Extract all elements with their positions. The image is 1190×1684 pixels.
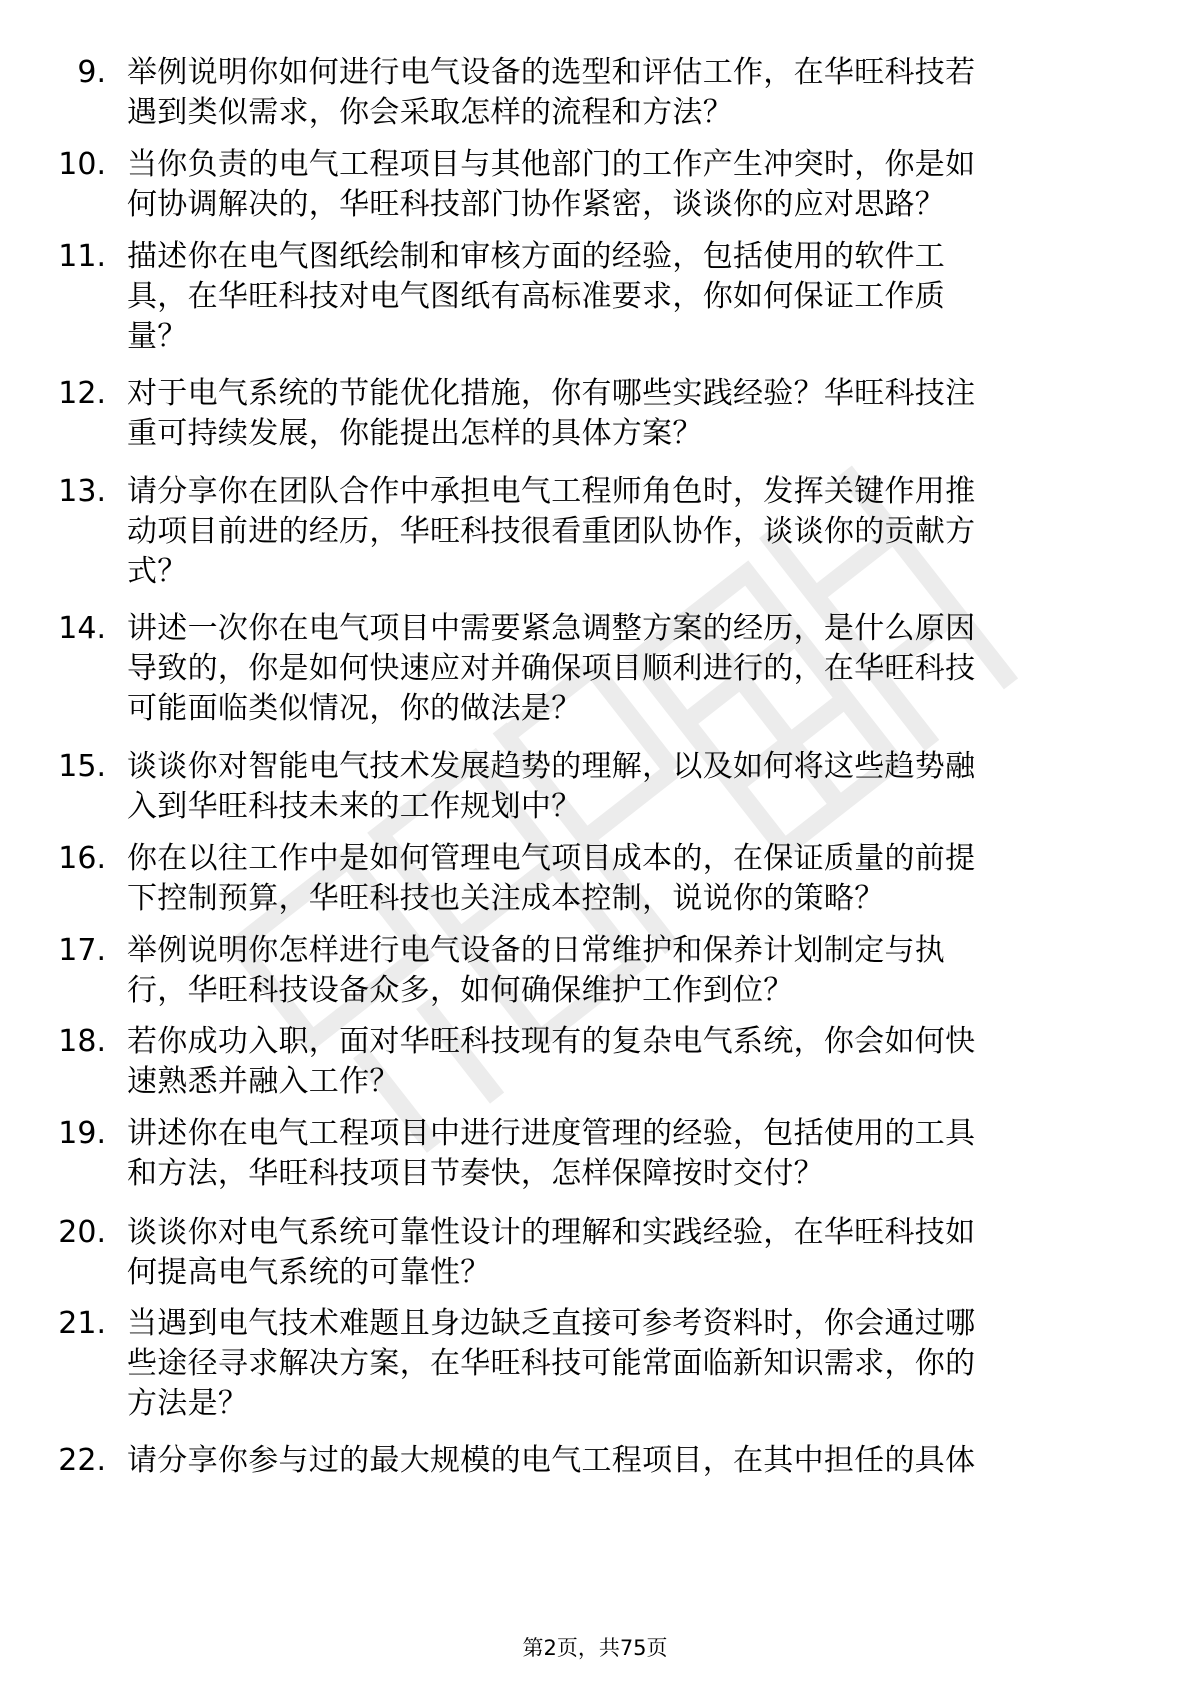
- question-line: 描述你在电气图纸绘制和审核方面的经验，包括使用的软件工: [127, 239, 946, 274]
- page-number: 第2页，共75页: [522, 1636, 668, 1660]
- question-line: 请分享你在团队合作中承担电气工程师角色时，发挥关键作用推: [127, 474, 976, 509]
- question-text: [127, 1441, 1117, 1481]
- question-line: 动项目前进的经历，华旺科技很看重团队协作，谈谈你的贡献方: [127, 514, 976, 549]
- question-number: 16.: [58, 841, 106, 876]
- question-text: [127, 609, 1117, 729]
- question-line: 讲述你在电气工程项目中进行进度管理的经验，包括使用的工具: [127, 1116, 976, 1151]
- question-line: 谈谈你对智能电气技术发展趋势的理解，以及如何将这些趋势融: [127, 749, 976, 784]
- question-line: 何提高电气系统的可靠性？: [127, 1255, 491, 1290]
- question-text: [127, 1213, 1117, 1293]
- question-number: 19.: [58, 1116, 106, 1151]
- question-line: 速熟悉并融入工作？: [127, 1064, 400, 1099]
- question-number: 20.: [58, 1215, 106, 1250]
- question-text: [127, 145, 1117, 225]
- question-line: 可能面临类似情况，你的做法是？: [127, 691, 582, 726]
- question-line: 请分享你参与过的最大规模的电气工程项目，在其中担任的具体: [127, 1443, 976, 1478]
- question-text: [127, 1022, 1117, 1102]
- question-line: 举例说明你怎样进行电气设备的日常维护和保养计划制定与执: [127, 933, 946, 968]
- question-text: [127, 374, 1117, 454]
- question-number: 10.: [58, 147, 106, 182]
- question-line: 谈谈你对电气系统可靠性设计的理解和实践经验，在华旺科技如: [127, 1215, 976, 1250]
- question-line: 和方法，华旺科技项目节奏快，怎样保障按时交付？: [127, 1156, 824, 1191]
- question-line: 举例说明你如何进行电气设备的选型和评估工作，在华旺科技若: [127, 55, 976, 90]
- question-text: [127, 53, 1117, 133]
- question-line: 你在以往工作中是如何管理电气项目成本的，在保证质量的前提: [127, 841, 976, 876]
- question-number: 12.: [58, 376, 106, 411]
- question-line: 导致的，你是如何快速应对并确保项目顺利进行的，在华旺科技: [127, 651, 976, 686]
- question-line: 式？: [127, 554, 188, 589]
- question-line: 量？: [127, 319, 188, 354]
- question-line: 若你成功入职，面对华旺科技现有的复杂电气系统，你会如何快: [127, 1024, 976, 1059]
- question-number: 21.: [58, 1306, 106, 1341]
- question-number: 14.: [58, 611, 106, 646]
- question-line: 具，在华旺科技对电气图纸有高标准要求，你如何保证工作质: [127, 279, 946, 314]
- question-number: 11.: [58, 239, 106, 274]
- question-number: 9.: [77, 55, 106, 90]
- question-text: [127, 237, 1117, 357]
- question-number: 15.: [58, 749, 106, 784]
- question-text: [127, 1114, 1117, 1194]
- question-text: [127, 1304, 1117, 1424]
- question-number: 18.: [58, 1024, 106, 1059]
- question-number: 17.: [58, 933, 106, 968]
- question-line: 行，华旺科技设备众多，如何确保维护工作到位？: [127, 973, 794, 1008]
- question-text: [127, 931, 1117, 1011]
- question-line: 讲述一次你在电气项目中需要紧急调整方案的经历，是什么原因: [127, 611, 976, 646]
- question-line: 下控制预算，华旺科技也关注成本控制，说说你的策略？: [127, 881, 885, 916]
- question-line: 对于电气系统的节能优化措施，你有哪些实践经验？华旺科技注: [127, 376, 976, 411]
- question-number: 13.: [58, 474, 106, 509]
- question-line: 重可持续发展，你能提出怎样的具体方案？: [127, 416, 703, 451]
- question-number: 22.: [58, 1443, 106, 1478]
- question-text: [127, 472, 1117, 592]
- question-text: [127, 747, 1117, 827]
- question-line: 当遇到电气技术难题且身边缺乏直接可参考资料时，你会通过哪: [127, 1306, 976, 1341]
- question-line: 当你负责的电气工程项目与其他部门的工作产生冲突时，你是如: [127, 147, 976, 182]
- question-line: 遇到类似需求，你会采取怎样的流程和方法？: [127, 95, 733, 130]
- question-line: 入到华旺科技未来的工作规划中？: [127, 789, 582, 824]
- question-text: [127, 839, 1117, 919]
- question-line: 些途径寻求解决方案，在华旺科技可能常面临新知识需求，你的: [127, 1346, 976, 1381]
- question-line: 何协调解决的，华旺科技部门协作紧密，谈谈你的应对思路？: [127, 187, 946, 222]
- question-line: 方法是？: [127, 1386, 249, 1421]
